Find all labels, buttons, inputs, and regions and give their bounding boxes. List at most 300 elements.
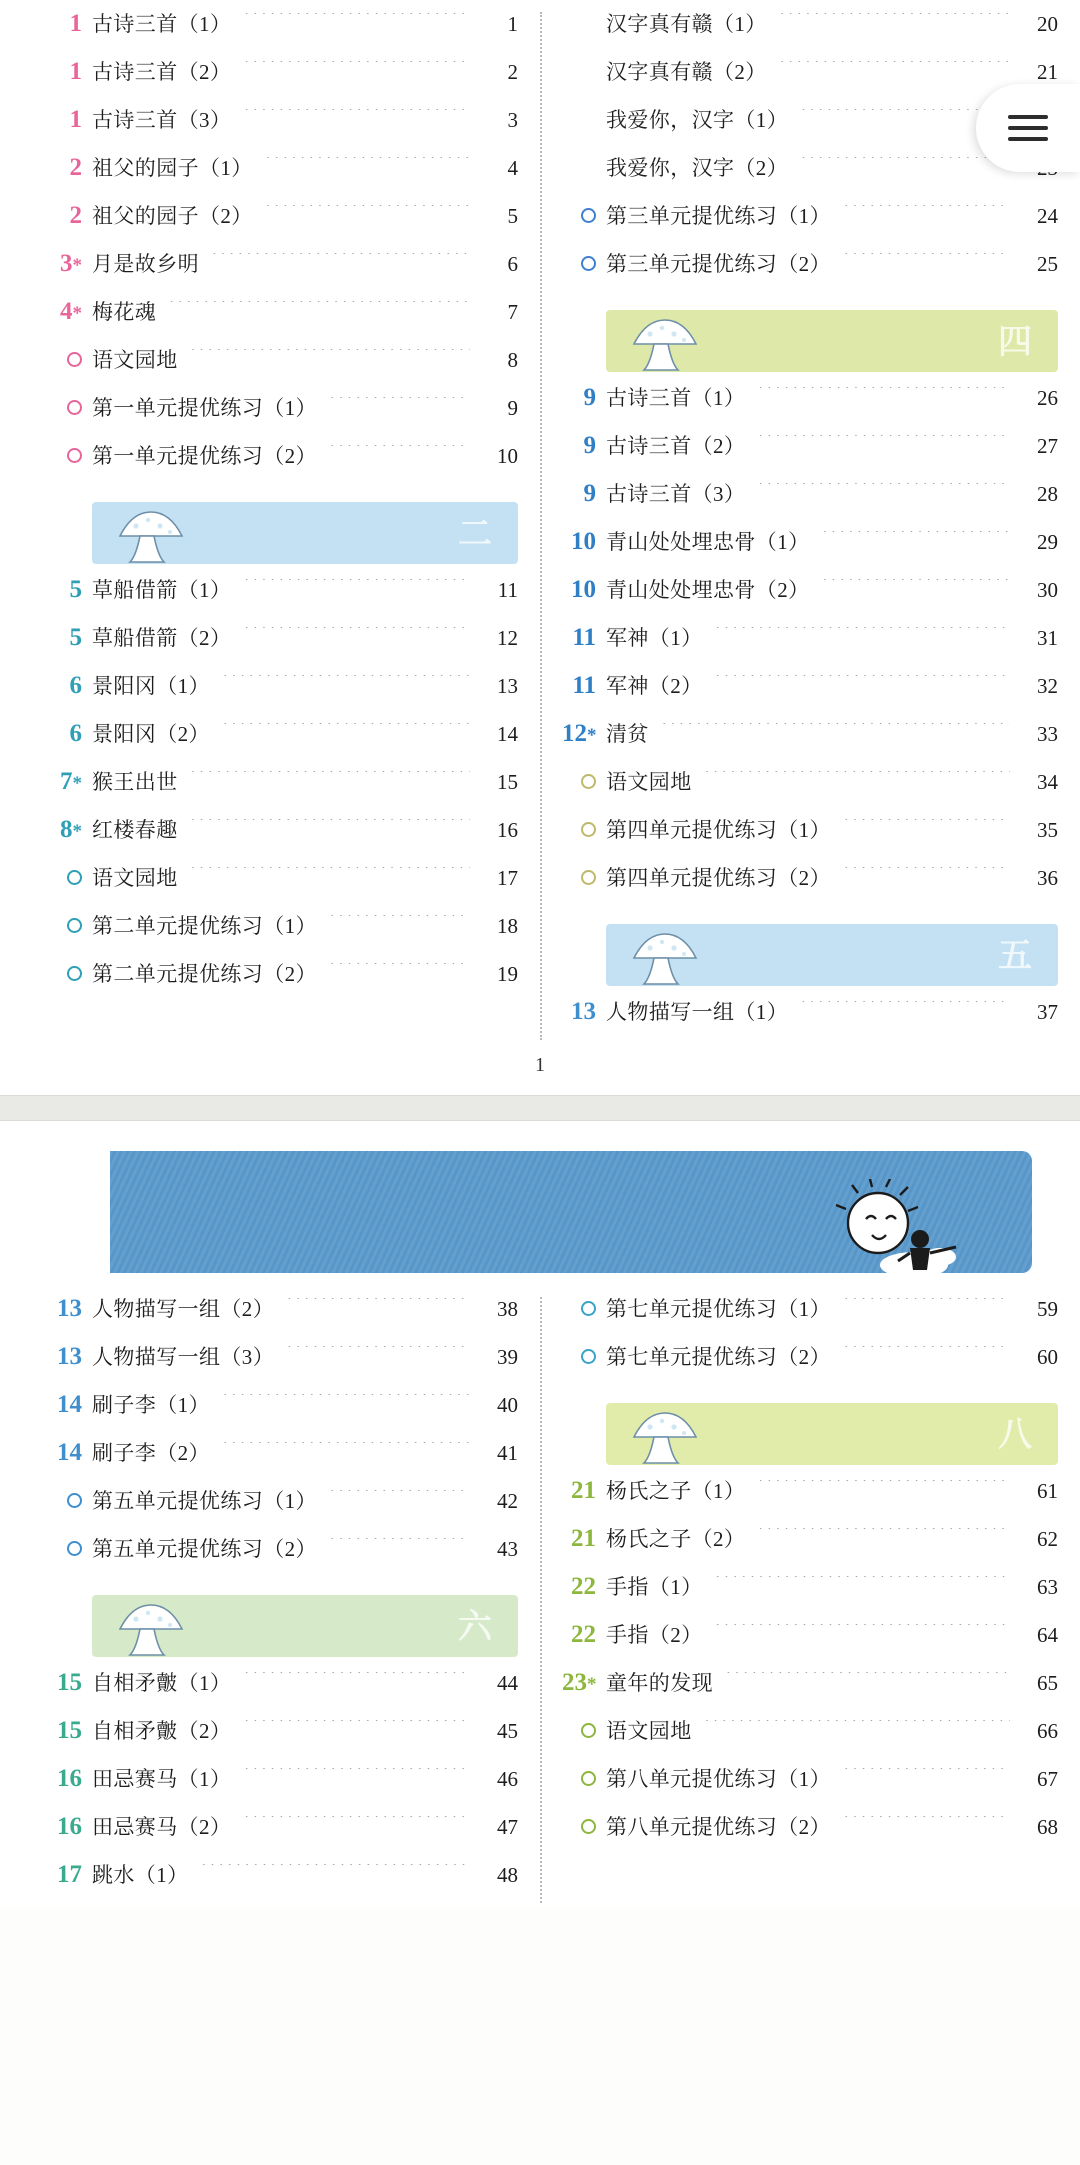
circle-bullet-icon [562,822,606,837]
unit-number-watermark: 八 [998,1417,1040,1454]
toc-entry[interactable] [48,670,518,718]
circle-bullet-icon [48,918,92,933]
entry-title: 古诗三首（3） [606,482,746,506]
toc-entry[interactable] [48,392,518,440]
dot-leader [822,579,1011,597]
entry-title: 祖父的园子（1） [92,156,253,180]
entry-page-number: 1 [507,12,518,36]
entry-title: 汉字真有赣（2） [606,60,767,84]
entry-title: 青山处处埋忠骨（1） [606,530,810,554]
entry-title: 第八单元提优练习（2） [606,1815,831,1839]
entry-title: 自相矛皾（1） [92,1671,232,1695]
unit-number-watermark: 二 [458,516,500,553]
entry-title: 古诗三首（2） [92,60,232,84]
toc-entry[interactable] [48,440,518,488]
entry-page-number: 43 [497,1537,518,1561]
entry-page-number: 39 [497,1345,518,1369]
entry-page-number: 16 [497,818,518,842]
entry-page-number: 64 [1037,1623,1058,1647]
entry-title: 语文园地 [606,1719,692,1743]
dot-leader [757,387,1010,405]
mushroom-icon [628,316,702,372]
dot-leader [286,1298,470,1316]
dot-leader [843,867,1010,885]
entry-page-number: 47 [497,1815,518,1839]
mushroom-icon [628,930,702,986]
dot-leader [757,483,1010,501]
dot-leader [843,1816,1010,1834]
entry-title: 第一单元提优练习（1） [92,396,317,420]
entry-number: 15 [57,1669,82,1696]
entry-page-number: 40 [497,1393,518,1417]
entry-page-number: 28 [1037,482,1058,506]
toc-entry[interactable] [562,574,1058,622]
entry-title: 草船借箭（1） [92,578,232,602]
entry-page-number: 48 [497,1863,518,1887]
entry-page-number: 66 [1037,1719,1058,1743]
toc-entry[interactable] [562,8,1058,56]
entry-number: 13 [57,1295,82,1322]
entry-page-number: 8 [507,348,518,372]
entry-number: 16 [57,1813,82,1840]
toc-entry[interactable] [562,670,1058,718]
entry-title: 手指（1） [606,1575,703,1599]
dot-leader [800,1001,1010,1019]
circle-bullet-icon [562,870,606,885]
dot-leader [843,1768,1010,1786]
dot-leader [329,1538,470,1556]
entry-title: 田忌赛马（2） [92,1815,232,1839]
menu-button[interactable] [976,84,1080,172]
toc-entry[interactable] [48,1485,518,1533]
entry-title: 月是故乡明 [92,252,199,276]
entry-page-number: 14 [497,722,518,746]
entry-title: 猴王出世 [92,770,178,794]
moon-child-illustration [816,1179,976,1299]
entry-title: 景阳冈（1） [92,674,210,698]
entry-title: 第三单元提优练习（1） [606,204,831,228]
toc-entry[interactable] [48,862,518,910]
entry-number: 8* [60,816,82,843]
entry-page-number: 7 [507,300,518,324]
unit-number-watermark: 六 [458,1609,500,1646]
toc-entry[interactable] [48,1667,518,1715]
entry-title: 我爱你，汉字（2） [606,156,789,180]
entry-page-number: 27 [1037,434,1058,458]
dot-leader [757,1480,1010,1498]
toc-entry[interactable] [48,1437,518,1485]
entry-page-number: 5 [507,204,518,228]
dot-leader [243,627,470,645]
page-number: 1 [535,1054,545,1076]
unit-number-watermark: 五 [998,938,1040,975]
dot-leader [265,205,470,223]
toc-entry[interactable] [48,1763,518,1811]
entry-page-number: 21 [1037,60,1058,84]
entry-page-number: 65 [1037,1671,1058,1695]
toc-entry[interactable] [562,526,1058,574]
circle-bullet-icon [562,208,606,223]
mushroom-icon [628,1409,702,1465]
toc-column-right-2 [540,1293,1080,1907]
entry-page-number: 61 [1037,1479,1058,1503]
toc-entry[interactable] [48,104,518,152]
entry-number: 13 [571,998,596,1025]
entry-title: 草船借箭（2） [92,626,232,650]
dot-leader [725,1672,1010,1690]
toc-entry[interactable] [562,248,1058,296]
unit-banner [606,1403,1058,1465]
dot-leader [222,723,470,741]
entry-page-number: 41 [497,1441,518,1465]
dot-leader [329,915,470,933]
circle-bullet-icon [562,1301,606,1316]
toc-entry[interactable] [562,766,1058,814]
dot-leader [715,1624,1011,1642]
entry-number: 5 [69,624,82,651]
entry-title: 手指（2） [606,1623,703,1647]
dot-leader [704,1720,1010,1738]
dot-leader [843,1298,1010,1316]
dot-leader [757,1528,1010,1546]
entry-title: 人物描写一组（3） [92,1345,275,1369]
entry-number: 14 [57,1439,82,1466]
entry-title: 古诗三首（3） [92,108,232,132]
entry-page-number: 2 [507,60,518,84]
dot-leader [243,1672,470,1690]
entry-page-number: 19 [497,962,518,986]
dot-leader [329,445,470,463]
dot-leader [329,963,470,981]
entry-title: 刷子李（1） [92,1393,210,1417]
dot-leader [190,819,470,837]
toc-entry[interactable] [48,910,518,958]
entry-number: 9 [583,384,596,411]
entry-page-number: 11 [497,578,518,602]
entry-page-number: 9 [507,396,518,420]
entry-title: 语文园地 [606,770,692,794]
toc-entry[interactable] [562,718,1058,766]
entry-page-number: 12 [497,626,518,650]
toc-entry[interactable] [562,1475,1058,1523]
sheet-separator [0,1095,1080,1121]
entry-number: 15 [57,1717,82,1744]
entry-page-number: 59 [1037,1297,1058,1321]
circle-bullet-icon [48,1541,92,1556]
unit-banner [92,1595,518,1657]
entry-title: 汉字真有赣（1） [606,12,767,36]
entry-page-number: 25 [1037,252,1058,276]
toc-entry[interactable] [48,718,518,766]
dot-leader [843,205,1010,223]
entry-page-number: 30 [1037,578,1058,602]
entry-page-number: 20 [1037,12,1058,36]
toc-entry[interactable] [562,1293,1058,1341]
circle-bullet-icon [48,400,92,415]
entry-page-number: 6 [507,252,518,276]
entry-page-number: 60 [1037,1345,1058,1369]
entry-title: 田忌赛马（1） [92,1767,232,1791]
toc-entry[interactable] [562,430,1058,478]
entry-number: 17 [57,1861,82,1888]
entry-page-number: 17 [497,866,518,890]
entry-title: 人物描写一组（1） [606,1000,789,1024]
entry-number: 23* [562,1669,597,1696]
entry-title: 第七单元提优练习（2） [606,1345,831,1369]
entry-page-number: 29 [1037,530,1058,554]
toc-entry[interactable] [48,766,518,814]
dot-leader [843,253,1010,271]
entry-number: 13 [57,1343,82,1370]
mushroom-icon [114,508,188,564]
dot-leader [779,13,1010,31]
dot-leader [243,13,470,31]
entry-title: 古诗三首（1） [92,12,232,36]
entry-page-number: 63 [1037,1575,1058,1599]
toc-columns-1 [0,8,1080,1044]
entry-page-number: 35 [1037,818,1058,842]
toc-entry[interactable] [48,622,518,670]
entry-page-number: 32 [1037,674,1058,698]
entry-title: 语文园地 [92,866,178,890]
entry-number: 14 [57,1391,82,1418]
toc-entry[interactable] [48,958,518,1006]
dot-leader [843,1346,1010,1364]
entry-page-number: 4 [507,156,518,180]
entry-page-number: 10 [497,444,518,468]
column-divider [540,1297,542,1903]
entry-title: 刷子李（2） [92,1441,210,1465]
dot-leader [715,675,1011,693]
circle-bullet-icon [48,448,92,463]
entry-number: 11 [572,672,596,699]
entry-page-number: 31 [1037,626,1058,650]
entry-title: 跳水（1） [92,1863,189,1887]
toc-column-left-2 [0,1293,540,1907]
circle-bullet-icon [562,1723,606,1738]
entry-title: 清贫 [606,722,649,746]
entry-title: 我爱你，汉字（1） [606,108,789,132]
entry-page-number: 42 [497,1489,518,1513]
entry-title: 第一单元提优练习（2） [92,444,317,468]
toc-entry[interactable] [562,478,1058,526]
dot-leader [779,61,1010,79]
hamburger-icon [1008,108,1048,148]
toc-entry[interactable] [562,1667,1058,1715]
entry-page-number: 36 [1037,866,1058,890]
toc-entry[interactable] [562,622,1058,670]
entry-title: 第二单元提优练习（2） [92,962,317,986]
toc-entry[interactable] [48,1715,518,1763]
entry-title: 童年的发现 [606,1671,713,1695]
entry-title: 梅花魂 [92,300,157,324]
entry-title: 景阳冈（2） [92,722,210,746]
dot-leader [190,867,470,885]
entry-number: 2 [69,202,82,229]
dot-leader [329,397,470,415]
circle-bullet-icon [562,1819,606,1834]
toc-entry[interactable] [562,996,1058,1044]
entry-page-number: 24 [1037,204,1058,228]
entry-number: 6 [69,720,82,747]
entry-title: 古诗三首（1） [606,386,746,410]
entry-title: 第二单元提优练习（1） [92,914,317,938]
toc-entry[interactable] [48,1341,518,1389]
entry-number: 10 [571,528,596,555]
entry-page-number: 33 [1037,722,1058,746]
dot-leader [243,1816,470,1834]
entry-title: 第五单元提优练习（1） [92,1489,317,1513]
entry-page-number: 44 [497,1671,518,1695]
entry-number: 1 [69,58,82,85]
toc-entry[interactable] [562,1763,1058,1811]
entry-title: 祖父的园子（2） [92,204,253,228]
toc-entry[interactable] [562,1523,1058,1571]
entry-title: 第四单元提优练习（1） [606,818,831,842]
toc-entry[interactable] [48,248,518,296]
entry-page-number: 13 [497,674,518,698]
toc-entry[interactable] [562,200,1058,248]
entry-number: 9 [583,480,596,507]
toc-entry[interactable] [48,152,518,200]
dot-leader [168,301,470,319]
circle-bullet-icon [562,1771,606,1786]
toc-entry[interactable] [48,1859,518,1907]
toc-columns-2 [0,1293,1080,1907]
toc-entry[interactable] [48,1293,518,1341]
dot-leader [243,109,470,127]
toc-entry[interactable] [48,1389,518,1437]
toc-entry[interactable] [562,1571,1058,1619]
entry-number: 16 [57,1765,82,1792]
circle-bullet-icon [48,352,92,367]
entry-number: 10 [571,576,596,603]
dot-leader [243,579,470,597]
dot-leader [286,1346,470,1364]
entry-page-number: 45 [497,1719,518,1743]
toc-entry[interactable] [48,200,518,248]
mushroom-icon [114,1601,188,1657]
entry-title: 语文园地 [92,348,178,372]
entry-title: 军神（2） [606,674,703,698]
entry-page-number: 68 [1037,1815,1058,1839]
circle-bullet-icon [562,1349,606,1364]
dot-leader [243,1720,470,1738]
toc-entry[interactable] [48,814,518,862]
circle-bullet-icon [48,966,92,981]
dot-leader [265,157,470,175]
entry-page-number: 67 [1037,1767,1058,1791]
entry-number: 1 [69,106,82,133]
entry-title: 人物描写一组（2） [92,1297,275,1321]
toc-entry[interactable] [48,574,518,622]
entry-title: 军神（1） [606,626,703,650]
entry-number: 1 [69,10,82,37]
toc-entry[interactable] [48,56,518,104]
entry-number: 6 [69,672,82,699]
entry-title: 杨氏之子（2） [606,1527,746,1551]
toc-entry[interactable] [562,1811,1058,1859]
entry-page-number: 46 [497,1767,518,1791]
dot-leader [222,1394,470,1412]
dot-leader [190,349,470,367]
dot-leader [243,1768,470,1786]
entry-page-number: 18 [497,914,518,938]
entry-page-number: 15 [497,770,518,794]
toc-entry[interactable] [562,1715,1058,1763]
toc-entry[interactable] [562,152,1058,200]
dot-leader [243,61,470,79]
entry-title: 青山处处埋忠骨（2） [606,578,810,602]
toc-entry[interactable] [48,296,518,344]
dot-leader [329,1490,470,1508]
entry-number: 7* [60,768,82,795]
entry-title: 自相矛皾（2） [92,1719,232,1743]
toc-entry[interactable] [48,8,518,56]
entry-number: 12* [562,720,597,747]
circle-bullet-icon [562,256,606,271]
entry-page-number: 26 [1037,386,1058,410]
entry-number: 21 [571,1477,596,1504]
entry-title: 第五单元提优练习（2） [92,1537,317,1561]
toc-entry[interactable] [48,1811,518,1859]
entry-number: 9 [583,432,596,459]
dot-leader [190,771,470,789]
dot-leader [715,627,1011,645]
dot-leader [843,819,1010,837]
toc-column-left-1 [0,8,540,1044]
entry-page-number: 34 [1037,770,1058,794]
toc-entry[interactable] [562,814,1058,862]
unit-number-watermark: 四 [998,324,1040,361]
entry-title: 第八单元提优练习（1） [606,1767,831,1791]
entry-title: 红楼春趣 [92,818,178,842]
dot-leader [704,771,1010,789]
entry-number: 2 [69,154,82,181]
entry-title: 杨氏之子（1） [606,1479,746,1503]
dot-leader [211,253,470,271]
entry-page-number: 37 [1037,1000,1058,1024]
unit-banner [92,502,518,564]
toc-entry[interactable] [562,862,1058,910]
dot-leader [222,675,470,693]
chapter-headband [110,1151,1032,1273]
entry-number: 21 [571,1525,596,1552]
entry-number: 4* [60,298,82,325]
dot-leader [222,1442,470,1460]
entry-page-number: 62 [1037,1527,1058,1551]
entry-page-number: 38 [497,1297,518,1321]
entry-title: 古诗三首（2） [606,434,746,458]
toc-entry[interactable] [562,56,1058,104]
entry-number: 11 [572,624,596,651]
toc-entry[interactable] [48,1533,518,1581]
circle-bullet-icon [562,774,606,789]
toc-entry[interactable] [562,1619,1058,1667]
dot-leader [822,531,1011,549]
dot-leader [800,157,1010,175]
toc-sheet-2 [0,1121,1080,1907]
toc-entry[interactable] [562,1341,1058,1389]
entry-number: 5 [69,576,82,603]
entry-page-number: 3 [507,108,518,132]
unit-banner [606,924,1058,986]
toc-entry[interactable] [562,382,1058,430]
circle-bullet-icon [48,870,92,885]
dot-leader [661,723,1010,741]
toc-entry[interactable] [48,344,518,392]
dot-leader [757,435,1010,453]
